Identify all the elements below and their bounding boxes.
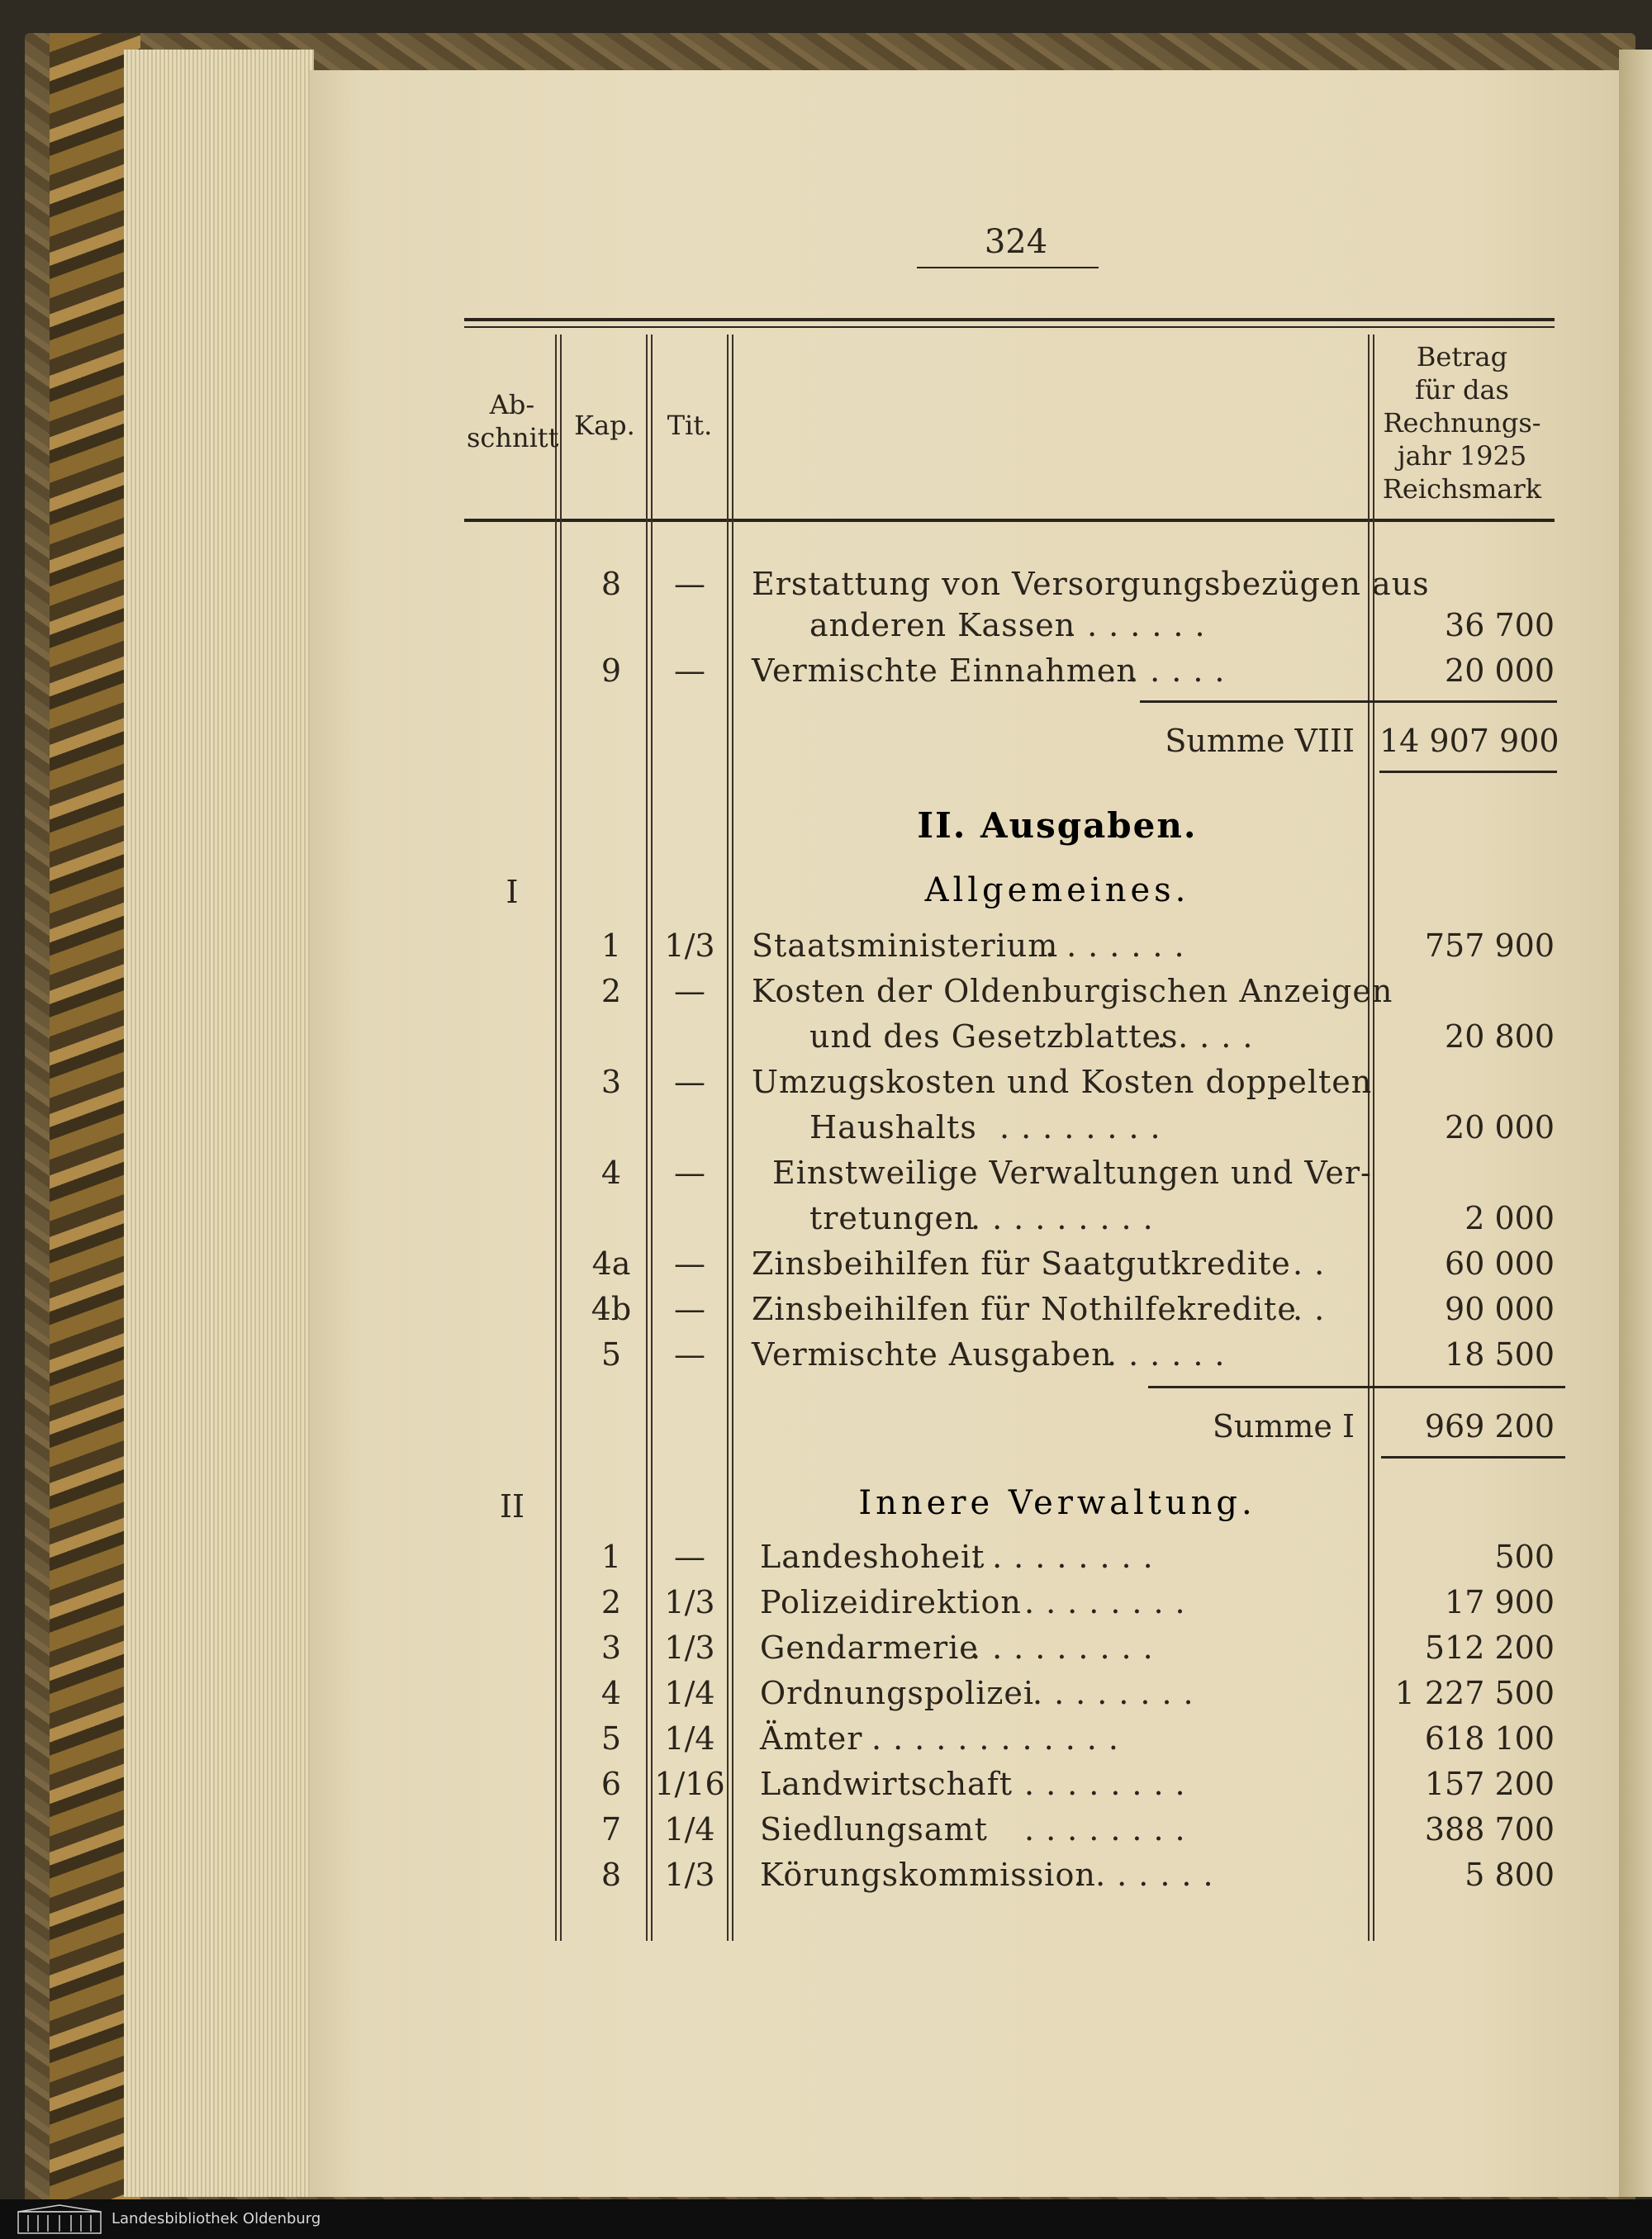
kap-cell: 4b bbox=[591, 1291, 632, 1327]
amount-cell: 388 700 bbox=[1424, 1811, 1555, 1848]
description-cell: Gendarmerie bbox=[760, 1629, 979, 1666]
leader-dots: ........ bbox=[1024, 1766, 1197, 1802]
kap-cell: 5 bbox=[601, 1336, 622, 1373]
description-cell: Zinsbeihilfen für Nothilfekredite bbox=[752, 1291, 1297, 1327]
description-cell: Landwirtschaft bbox=[760, 1766, 1014, 1802]
page-number-rule bbox=[917, 267, 1099, 268]
kap-cell: 4a bbox=[591, 1245, 631, 1282]
kap-cell: 6 bbox=[601, 1766, 622, 1802]
tit-cell: 1/3 bbox=[664, 1629, 715, 1666]
kap-cell: 4 bbox=[601, 1155, 622, 1191]
description-cell: Umzugskosten und Kosten doppelten bbox=[752, 1064, 1373, 1100]
description-cell: anderen Kassen bbox=[809, 607, 1076, 643]
description-cell: Zinsbeihilfen für Saatgutkredite bbox=[752, 1245, 1291, 1282]
leader-dots: ......... bbox=[971, 1200, 1165, 1236]
tit-cell: — bbox=[674, 566, 705, 602]
kap-cell: 7 bbox=[601, 1811, 622, 1848]
amount-cell: 20 000 bbox=[1445, 652, 1555, 689]
description-cell: Staatsministerium bbox=[752, 927, 1059, 964]
tit-cell: — bbox=[674, 1336, 705, 1373]
kap-cell: 1 bbox=[601, 927, 622, 964]
kap-cell: 2 bbox=[601, 973, 622, 1009]
amount-cell: 1 227 500 bbox=[1394, 1675, 1555, 1711]
col-rule-tit bbox=[727, 334, 733, 1941]
amount-cell: 36 700 bbox=[1445, 607, 1555, 643]
description-cell: und des Gesetzblattes bbox=[809, 1018, 1179, 1055]
kap-cell: 8 bbox=[601, 566, 622, 602]
tit-cell: — bbox=[674, 652, 705, 689]
leader-dots: ........ bbox=[999, 1109, 1172, 1146]
header-kap: Kap. bbox=[574, 410, 635, 441]
amount-cell: 20 000 bbox=[1445, 1109, 1555, 1146]
description-cell: Körungskommission bbox=[760, 1857, 1096, 1893]
description-cell: Siedlungsamt bbox=[760, 1811, 988, 1848]
page-edges bbox=[124, 50, 314, 2197]
description-cell: Polizeidirektion bbox=[760, 1584, 1022, 1620]
sum-bottom-rule bbox=[1381, 1456, 1565, 1459]
abschnitt-cell: II bbox=[499, 1488, 525, 1525]
tit-cell: 1/4 bbox=[664, 1811, 715, 1848]
header-abschnitt: Ab- schnitt bbox=[467, 389, 559, 453]
amount-cell: 17 900 bbox=[1445, 1584, 1555, 1620]
tit-cell: — bbox=[674, 1155, 705, 1191]
sum-label: Summe I bbox=[1212, 1408, 1355, 1444]
tit-cell: — bbox=[674, 1064, 705, 1100]
abschnitt-cell: I bbox=[506, 874, 519, 910]
subsection-title: Innere Verwaltung. bbox=[858, 1484, 1256, 1522]
col-rule-abschnitt bbox=[555, 334, 562, 1941]
amount-cell: 5 800 bbox=[1464, 1857, 1555, 1893]
description-cell: Kosten der Oldenburgischen Anzeigen bbox=[752, 973, 1393, 1009]
sum-amount: 14 907 900 bbox=[1379, 723, 1559, 759]
table-top-rule-2 bbox=[464, 326, 1555, 328]
leader-dots: ...... bbox=[1107, 1336, 1237, 1373]
page-number: 324 bbox=[984, 223, 1048, 261]
subsection-title: Allgemeines. bbox=[924, 871, 1190, 909]
amount-cell: 20 800 bbox=[1445, 1018, 1555, 1055]
kap-cell: 1 bbox=[601, 1539, 622, 1575]
kap-cell: 3 bbox=[601, 1064, 622, 1100]
kap-cell: 5 bbox=[601, 1720, 622, 1757]
tit-cell: 1/16 bbox=[654, 1766, 725, 1802]
description-cell: Ordnungspolizei bbox=[760, 1675, 1035, 1711]
description-cell: Landeshoheit bbox=[760, 1539, 985, 1575]
description-cell: tretungen bbox=[809, 1200, 976, 1236]
sum-label: Summe VIII bbox=[1165, 723, 1355, 759]
kap-cell: 2 bbox=[601, 1584, 622, 1620]
amount-cell: 60 000 bbox=[1445, 1245, 1555, 1282]
leader-dots: ....... bbox=[1066, 607, 1217, 643]
tit-cell: 1/3 bbox=[664, 927, 715, 964]
kap-cell: 8 bbox=[601, 1857, 622, 1893]
col-rule-kap bbox=[646, 334, 653, 1941]
header-betrag: Betrag für das Rechnungs- jahr 1925 Reichsmark bbox=[1382, 341, 1542, 505]
tit-cell: — bbox=[674, 1539, 705, 1575]
header-bottom-rule bbox=[464, 519, 1555, 522]
section-title: II. Ausgaben. bbox=[917, 805, 1198, 846]
tit-cell: — bbox=[674, 973, 705, 1009]
description-cell: Einstweilige Verwaltungen und Ver- bbox=[772, 1155, 1372, 1191]
leader-dots: ...... bbox=[1107, 652, 1237, 689]
footer-library-name: Landesbibliothek Oldenburg bbox=[112, 2210, 321, 2227]
header-tit: Tit. bbox=[667, 410, 713, 441]
library-logo-icon bbox=[17, 2203, 103, 2235]
leader-dots: ............ bbox=[871, 1720, 1130, 1757]
amount-cell: 18 500 bbox=[1445, 1336, 1555, 1373]
description-cell: Haushalts bbox=[809, 1109, 977, 1146]
amount-cell: 90 000 bbox=[1445, 1291, 1555, 1327]
description-cell: Ämter bbox=[760, 1720, 863, 1757]
amount-cell: 618 100 bbox=[1424, 1720, 1555, 1757]
kap-cell: 3 bbox=[601, 1629, 622, 1666]
facing-page-edge bbox=[1619, 50, 1652, 2197]
tit-cell: 1/4 bbox=[664, 1720, 715, 1757]
leader-dots: ........ bbox=[1032, 1675, 1205, 1711]
tit-cell: 1/3 bbox=[664, 1584, 715, 1620]
kap-cell: 9 bbox=[601, 652, 622, 689]
amount-cell: 512 200 bbox=[1424, 1629, 1555, 1666]
tit-cell: 1/3 bbox=[664, 1857, 715, 1893]
leader-dots: .. bbox=[1293, 1291, 1336, 1327]
amount-cell: 2 000 bbox=[1464, 1200, 1555, 1236]
sum-amount: 969 200 bbox=[1424, 1408, 1555, 1444]
sum-rule bbox=[1140, 700, 1557, 703]
leader-dots: ......... bbox=[971, 1539, 1165, 1575]
leader-dots: ..... bbox=[1156, 1018, 1265, 1055]
sum-rule bbox=[1148, 1386, 1565, 1388]
leader-dots: ....... bbox=[1045, 927, 1196, 964]
kap-cell: 4 bbox=[601, 1675, 622, 1711]
description-cell: Erstattung von Versorgungsbezügen aus bbox=[752, 566, 1430, 602]
tit-cell: — bbox=[674, 1245, 705, 1282]
sum-bottom-rule bbox=[1379, 771, 1557, 773]
leader-dots: ....... bbox=[1074, 1857, 1225, 1893]
tit-cell: — bbox=[674, 1291, 705, 1327]
leader-dots: ........ bbox=[1024, 1811, 1197, 1848]
leader-dots: ........ bbox=[1024, 1584, 1197, 1620]
leader-dots: .. bbox=[1293, 1245, 1336, 1282]
description-cell: Vermischte Einnahmen bbox=[752, 652, 1137, 689]
amount-cell: 157 200 bbox=[1424, 1766, 1555, 1802]
amount-cell: 757 900 bbox=[1424, 927, 1555, 964]
table-top-rule bbox=[464, 318, 1555, 321]
description-cell: Vermischte Ausgaben bbox=[752, 1336, 1113, 1373]
amount-cell: 500 bbox=[1494, 1539, 1555, 1575]
tit-cell: 1/4 bbox=[664, 1675, 715, 1711]
leader-dots: ......... bbox=[971, 1629, 1165, 1666]
